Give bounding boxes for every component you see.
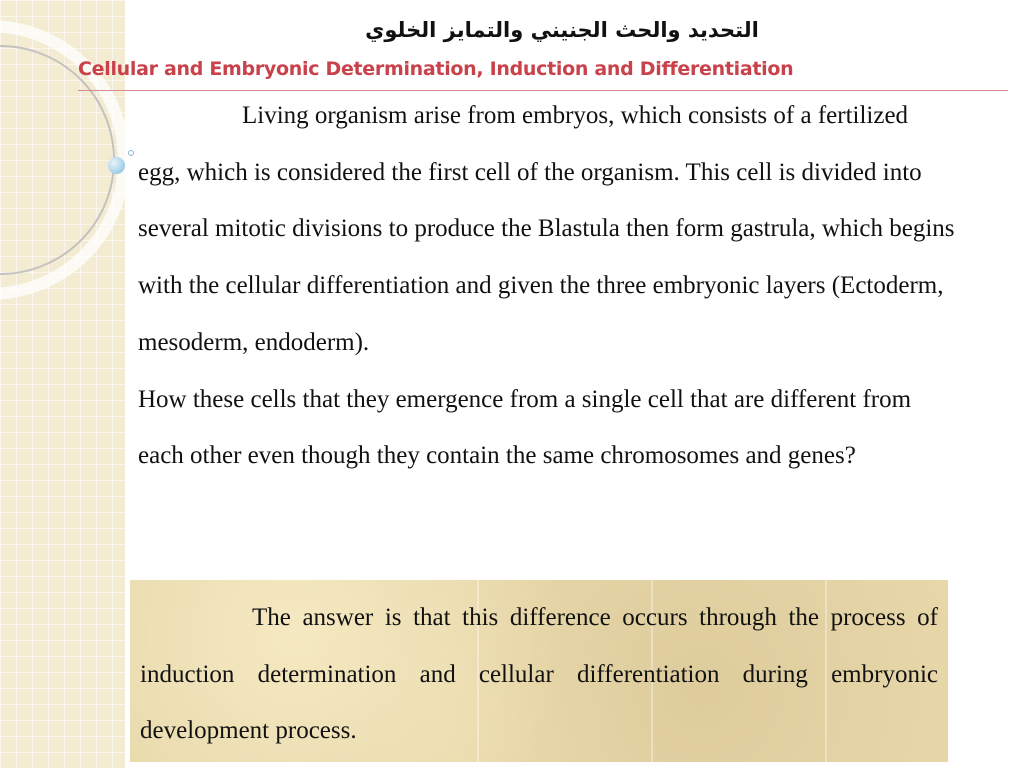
arabic-title: التحديد والحث الجنيني والتمايز الخلوي xyxy=(365,18,759,42)
small-ring-icon xyxy=(128,150,134,156)
slide-title: Cellular and Embryonic Determination, Induction and Differentiation xyxy=(78,58,794,80)
question-paragraph: How these cells that they emergence from a single cell that are different from each other even though they contain the same chromosomes and genes? xyxy=(138,385,912,470)
answer-box xyxy=(130,580,948,762)
bullet-circle-icon xyxy=(108,157,125,174)
decorative-side-panel xyxy=(0,0,125,768)
slide-body xyxy=(138,88,956,485)
answer-paragraph: The answer is that this difference occurs through the process of induction determination and cellular differentiation during embryonic development process. xyxy=(140,604,938,745)
intro-paragraph: Living organism arise from embryos, which consists of a fertilized egg, which is considered the first cell of the organism. This cell is divided into several mitotic divisions to produce the Blastula then form gastrula, which begins with the cellular differentiation and given the three embryonic layers (Ectoderm, mesoderm, endoderm). xyxy=(138,102,955,356)
